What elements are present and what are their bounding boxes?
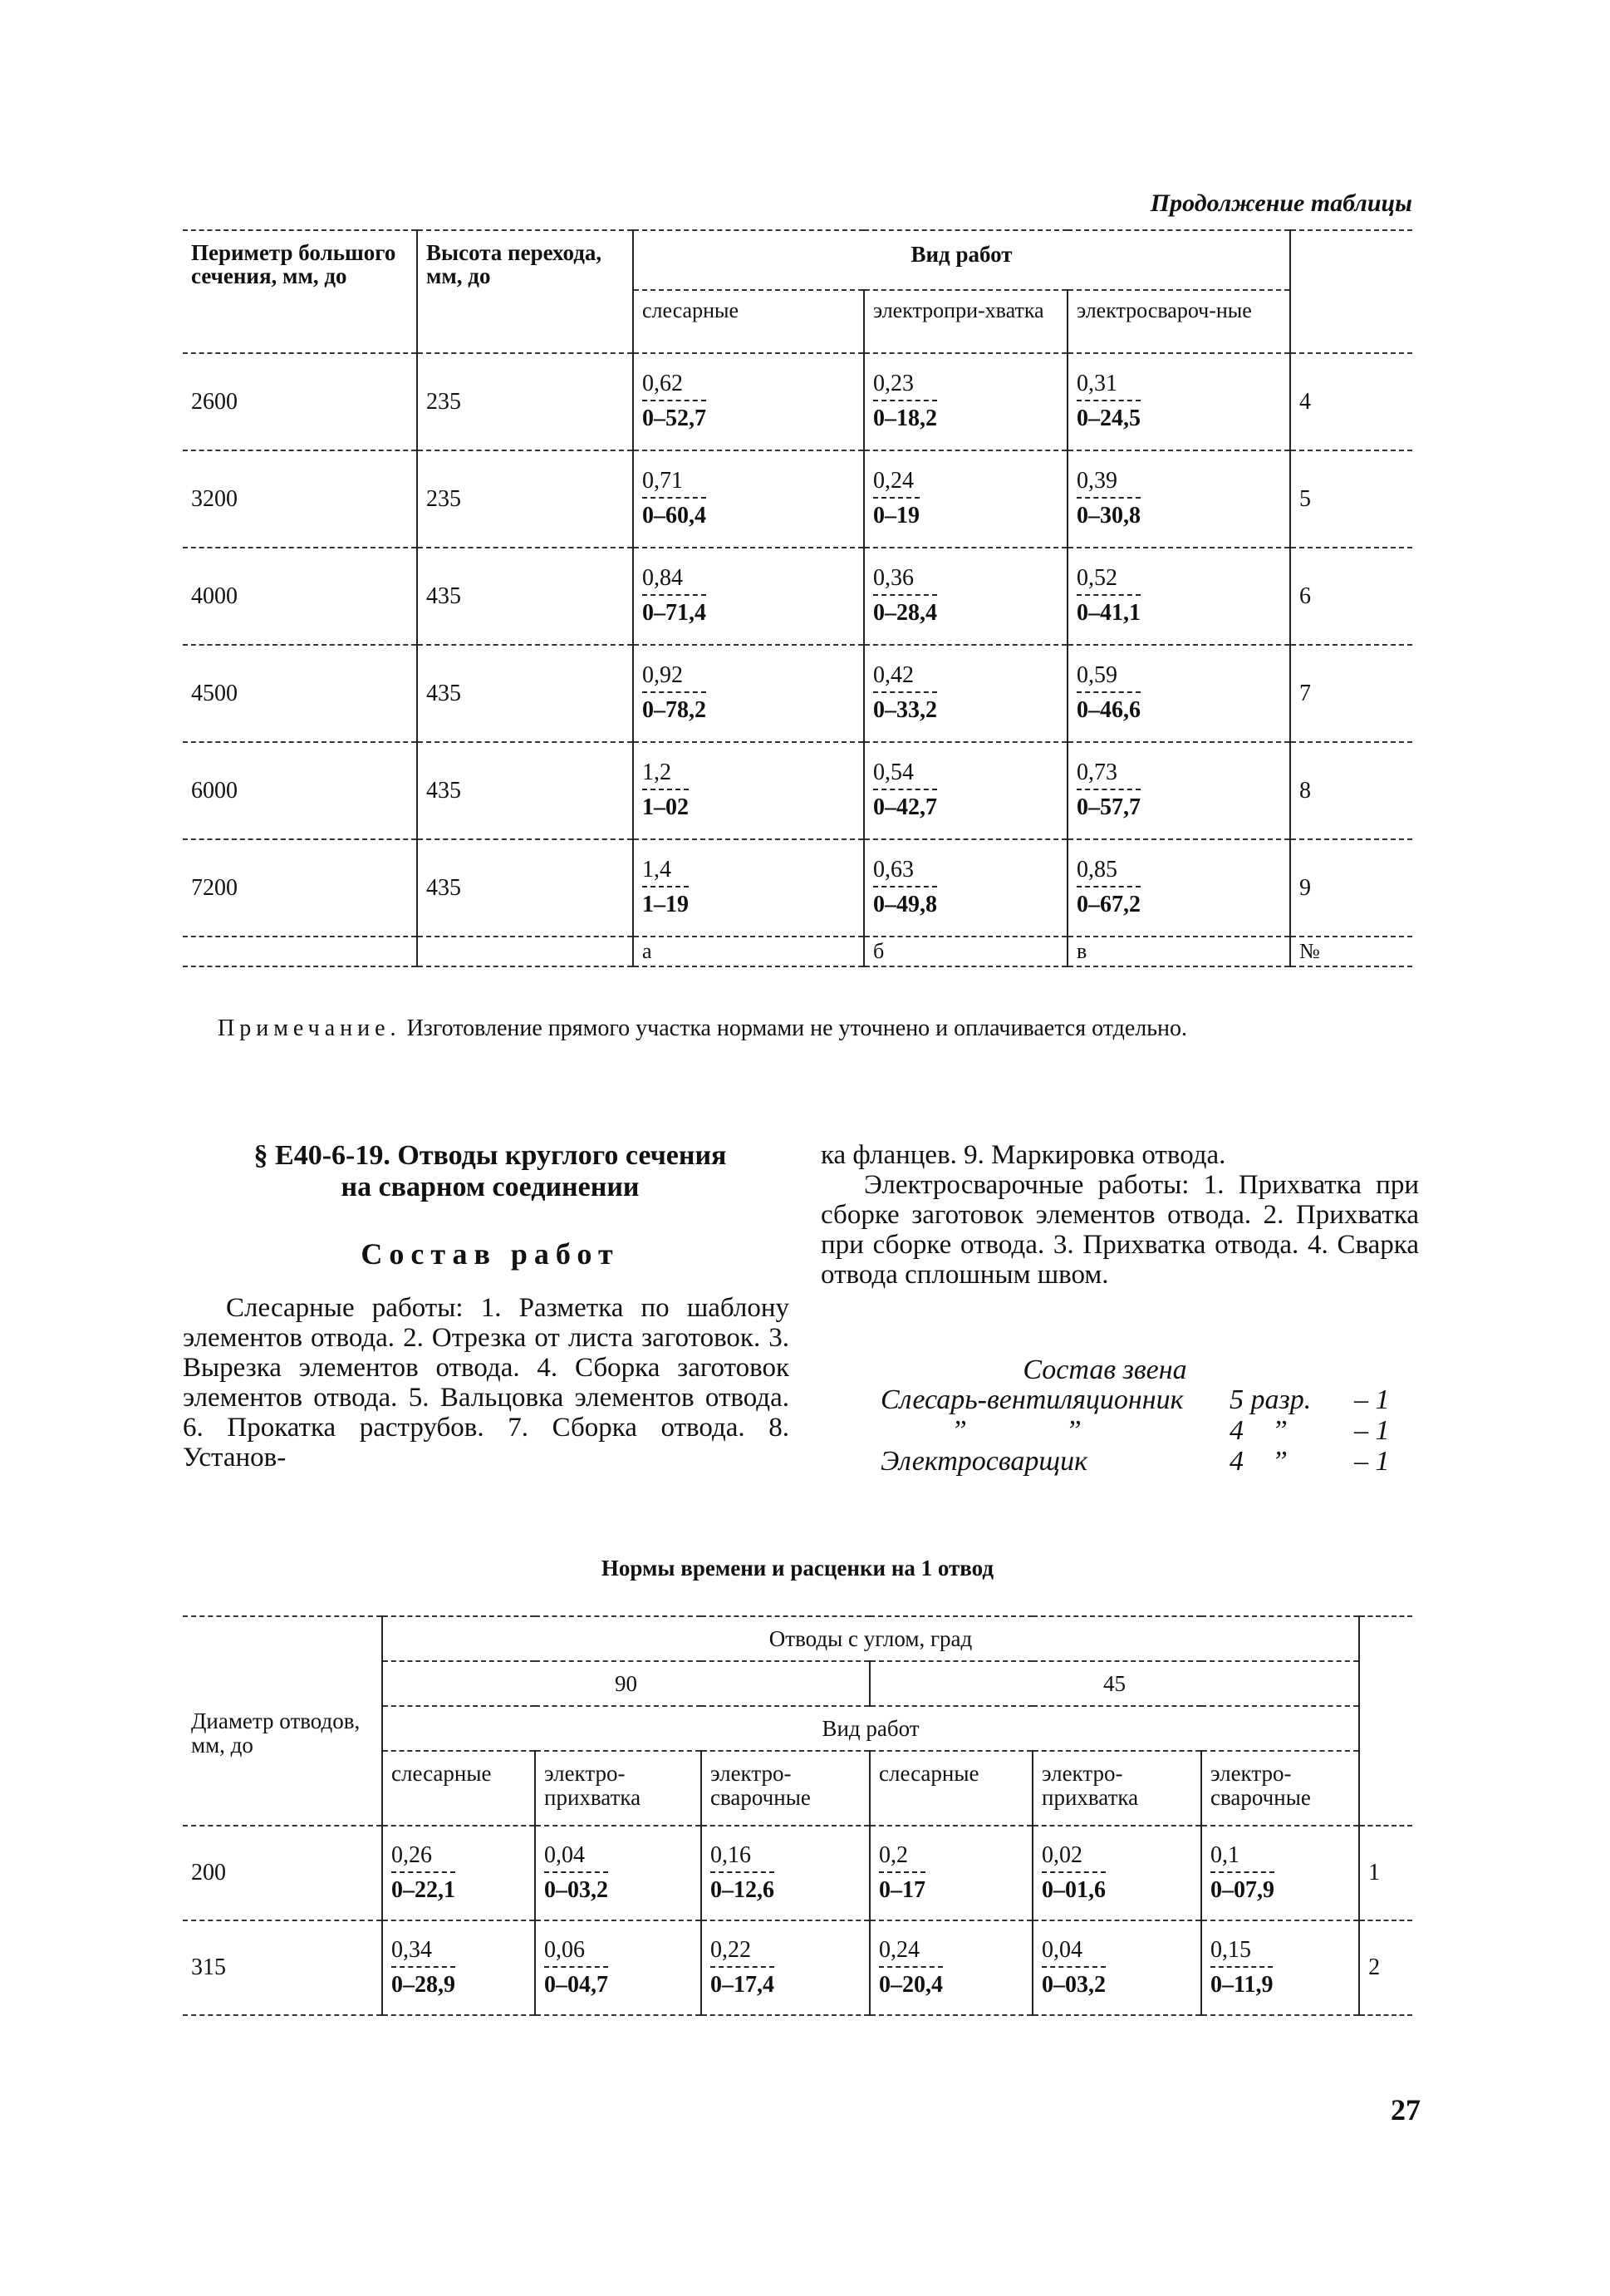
cell-prihvatka: $\frac{0,24}{0-19}$ — [864, 450, 1068, 548]
table-row — [183, 645, 1412, 742]
cell-height: 435 — [417, 645, 633, 742]
sub-slesarnye: слесарные — [633, 290, 864, 353]
cell-prihvatka: $\frac{0,63}{0-49,8}$ — [864, 839, 1068, 937]
cell-slesarnye: $\frac{1,4}{1-19}$ — [633, 839, 864, 937]
cell-svarochnye: $\frac{0,52}{0-41,1}$ — [1068, 548, 1290, 645]
col-height: Высота перехода, мм, до — [417, 230, 633, 353]
cell-slesarnye: $\frac{0,92}{0-78,2}$ — [633, 645, 864, 742]
worker-name: ” ” — [881, 1415, 1082, 1446]
cell-perimeter: 3200 — [183, 450, 417, 548]
section-title-line1: § Е40-6-19. Отводы круглого сечения — [253, 1140, 727, 1171]
worker-count: – 1 — [1354, 1446, 1390, 1477]
cell-height: 435 — [417, 839, 633, 937]
left-column-text — [183, 1293, 789, 1472]
cell-diam: 315 — [183, 1920, 382, 2015]
cell-norm: $\frac{0,2}{0-17}$ — [870, 1826, 1033, 1920]
cell-row-no: 6 — [1290, 548, 1412, 645]
cell-perimeter: 7200 — [183, 839, 417, 937]
worker-name: Слесарь-вентиляционник — [881, 1384, 1184, 1415]
cell-slesarnye: $\frac{1,2}{1-02}$ — [633, 742, 864, 839]
cell-svarochnye: $\frac{0,31}{0-24,5}$ — [1068, 353, 1290, 450]
note-label: Примечание. — [218, 1015, 401, 1041]
cell-norm: $\frac{0,1}{0-07,9}$ — [1201, 1826, 1359, 1920]
norms-table-otvody — [183, 1615, 1412, 2016]
letter-a: а — [633, 937, 864, 966]
angle-90: 90 — [382, 1661, 870, 1706]
col-no-header — [1359, 1616, 1412, 1826]
table-row — [183, 548, 1412, 645]
cell-diam: 200 — [183, 1826, 382, 1920]
cell-slesarnye: $\frac{0,84}{0-71,4}$ — [633, 548, 864, 645]
col-diam: Диаметр отводов, мм, до — [183, 1616, 382, 1826]
sub-svarochnye-45: электро-сварочные — [1201, 1751, 1359, 1826]
zveno-row — [881, 1384, 1412, 1415]
cell-perimeter: 6000 — [183, 742, 417, 839]
cell-height: 435 — [417, 742, 633, 839]
sostav-heading: Состав работ — [361, 1237, 620, 1271]
table-row — [183, 1920, 1412, 2015]
table-row — [183, 742, 1412, 839]
zveno-title: Состав звена — [1023, 1354, 1187, 1385]
note — [218, 1015, 1414, 1042]
zveno-row — [881, 1446, 1412, 1477]
sub-slesarnye-45: слесарные — [870, 1751, 1033, 1826]
cell-svarochnye: $\frac{0,85}{0-67,2}$ — [1068, 839, 1290, 937]
vid-rabot: Вид работ — [382, 1706, 1359, 1751]
cell-height: 435 — [417, 548, 633, 645]
table-row — [183, 1826, 1412, 1920]
zveno-row — [881, 1415, 1412, 1446]
section-title — [216, 1140, 764, 1203]
cell-norm: $\frac{0,04}{0-03,2}$ — [535, 1826, 701, 1920]
cell-norm: $\frac{0,24}{0-20,4}$ — [870, 1920, 1033, 2015]
cell-row-no: 9 — [1290, 839, 1412, 937]
elektrosvarochnye-raboty: Электросварочные работы: 1. Прихватка при сборке заготовок элементов отвода. 2. Прихватка при сборке отвода. 3. Прихватка отвода. 4. Сварка отвода сплошным швом. — [821, 1170, 1419, 1290]
worker-rank: 5 разр. — [1230, 1384, 1312, 1415]
sub-prihvatka-45: электро-прихватка — [1033, 1751, 1201, 1826]
slesarnye-continued: ка фланцев. 9. Маркировка отвода. — [821, 1140, 1226, 1170]
cell-norm: $\frac{0,34}{0-28,9}$ — [382, 1920, 535, 2015]
sub-prihvatka-90: электро-прихватка — [535, 1751, 701, 1826]
norms-table-continued — [183, 229, 1412, 967]
letter-blank — [183, 937, 417, 966]
cell-svarochnye: $\frac{0,73}{0-57,7}$ — [1068, 742, 1290, 839]
cell-slesarnye: $\frac{0,62}{0-52,7}$ — [633, 353, 864, 450]
zveno-list — [881, 1384, 1412, 1477]
col-no-header — [1290, 230, 1412, 353]
cell-perimeter: 4000 — [183, 548, 417, 645]
cell-prihvatka: $\frac{0,36}{0-28,4}$ — [864, 548, 1068, 645]
cell-row-no: 4 — [1290, 353, 1412, 450]
cell-height: 235 — [417, 450, 633, 548]
table-row — [183, 450, 1412, 548]
sub-slesarnye-90: слесарные — [382, 1751, 535, 1826]
cell-slesarnye: $\frac{0,71}{0-60,4}$ — [633, 450, 864, 548]
cell-perimeter: 4500 — [183, 645, 417, 742]
letter-no: № — [1290, 937, 1412, 966]
table2-title: Нормы времени и расценки на 1 отвод — [601, 1556, 994, 1581]
sub-elektroprihvatka: электропри-хватка — [864, 290, 1068, 353]
cell-norm: $\frac{0,04}{0-03,2}$ — [1033, 1920, 1201, 2015]
table-row — [183, 353, 1412, 450]
right-column-text — [821, 1140, 1419, 1290]
letter-b: б — [864, 937, 1068, 966]
worker-count: – 1 — [1354, 1384, 1390, 1415]
cell-norm: $\frac{0,15}{0-11,9}$ — [1201, 1920, 1359, 2015]
cell-norm: $\frac{0,02}{0-01,6}$ — [1033, 1826, 1201, 1920]
worker-name: Электросварщик — [881, 1446, 1087, 1477]
page-number: 27 — [1391, 2093, 1421, 2126]
col-perimeter: Периметр большого сечения, мм, до — [183, 230, 417, 353]
section-title-line2: на сварном соединении — [341, 1172, 640, 1202]
cell-row-no: 2 — [1359, 1920, 1412, 2015]
worker-rank: 4 ” — [1230, 1415, 1288, 1446]
worker-count: – 1 — [1354, 1415, 1390, 1446]
worker-rank: 4 ” — [1230, 1446, 1288, 1477]
letter-v: в — [1068, 937, 1290, 966]
cell-height: 235 — [417, 353, 633, 450]
cell-prihvatka: $\frac{0,23}{0-18,2}$ — [864, 353, 1068, 450]
note-text: Изготовление прямого участка нормами не уточнено и оплачивается отдельно. — [400, 1015, 1187, 1041]
cell-perimeter: 2600 — [183, 353, 417, 450]
sub-svarochnye-90: электро-сварочные — [701, 1751, 870, 1826]
cell-norm: $\frac{0,26}{0-22,1}$ — [382, 1826, 535, 1920]
cell-prihvatka: $\frac{0,54}{0-42,7}$ — [864, 742, 1068, 839]
cell-row-no: 8 — [1290, 742, 1412, 839]
slesarnye-raboty: Слесарные работы: 1. Разметка по шаблону элементов отвода. 2. Отрезка от листа заготовок. 3. Вырезка элементов отвода. 4. Сборка заготовок элементов отвода. 5. Вальцовка элементов отвода. 6. Прокатка раструбов. 7. Сборка отвода. 8. Установ- — [183, 1293, 789, 1472]
cell-norm: $\frac{0,22}{0-17,4}$ — [701, 1920, 870, 2015]
cell-svarochnye: $\frac{0,39}{0-30,8}$ — [1068, 450, 1290, 548]
cell-prihvatka: $\frac{0,42}{0-33,2}$ — [864, 645, 1068, 742]
cell-row-no: 7 — [1290, 645, 1412, 742]
table-row — [183, 839, 1412, 937]
angle-45: 45 — [870, 1661, 1359, 1706]
continuation-label: Продолжение таблицы — [1150, 189, 1412, 217]
cell-row-no: 5 — [1290, 450, 1412, 548]
angle-header: Отводы с углом, град — [382, 1616, 1359, 1661]
sub-elektrosvarochnye: электросвароч-ные — [1068, 290, 1290, 353]
cell-norm: $\frac{0,06}{0-04,7}$ — [535, 1920, 701, 2015]
letter-blank — [417, 937, 633, 966]
cell-svarochnye: $\frac{0,59}{0-46,6}$ — [1068, 645, 1290, 742]
cell-row-no: 1 — [1359, 1826, 1412, 1920]
col-vid-rabot: Вид работ — [633, 230, 1290, 290]
cell-norm: $\frac{0,16}{0-12,6}$ — [701, 1826, 870, 1920]
